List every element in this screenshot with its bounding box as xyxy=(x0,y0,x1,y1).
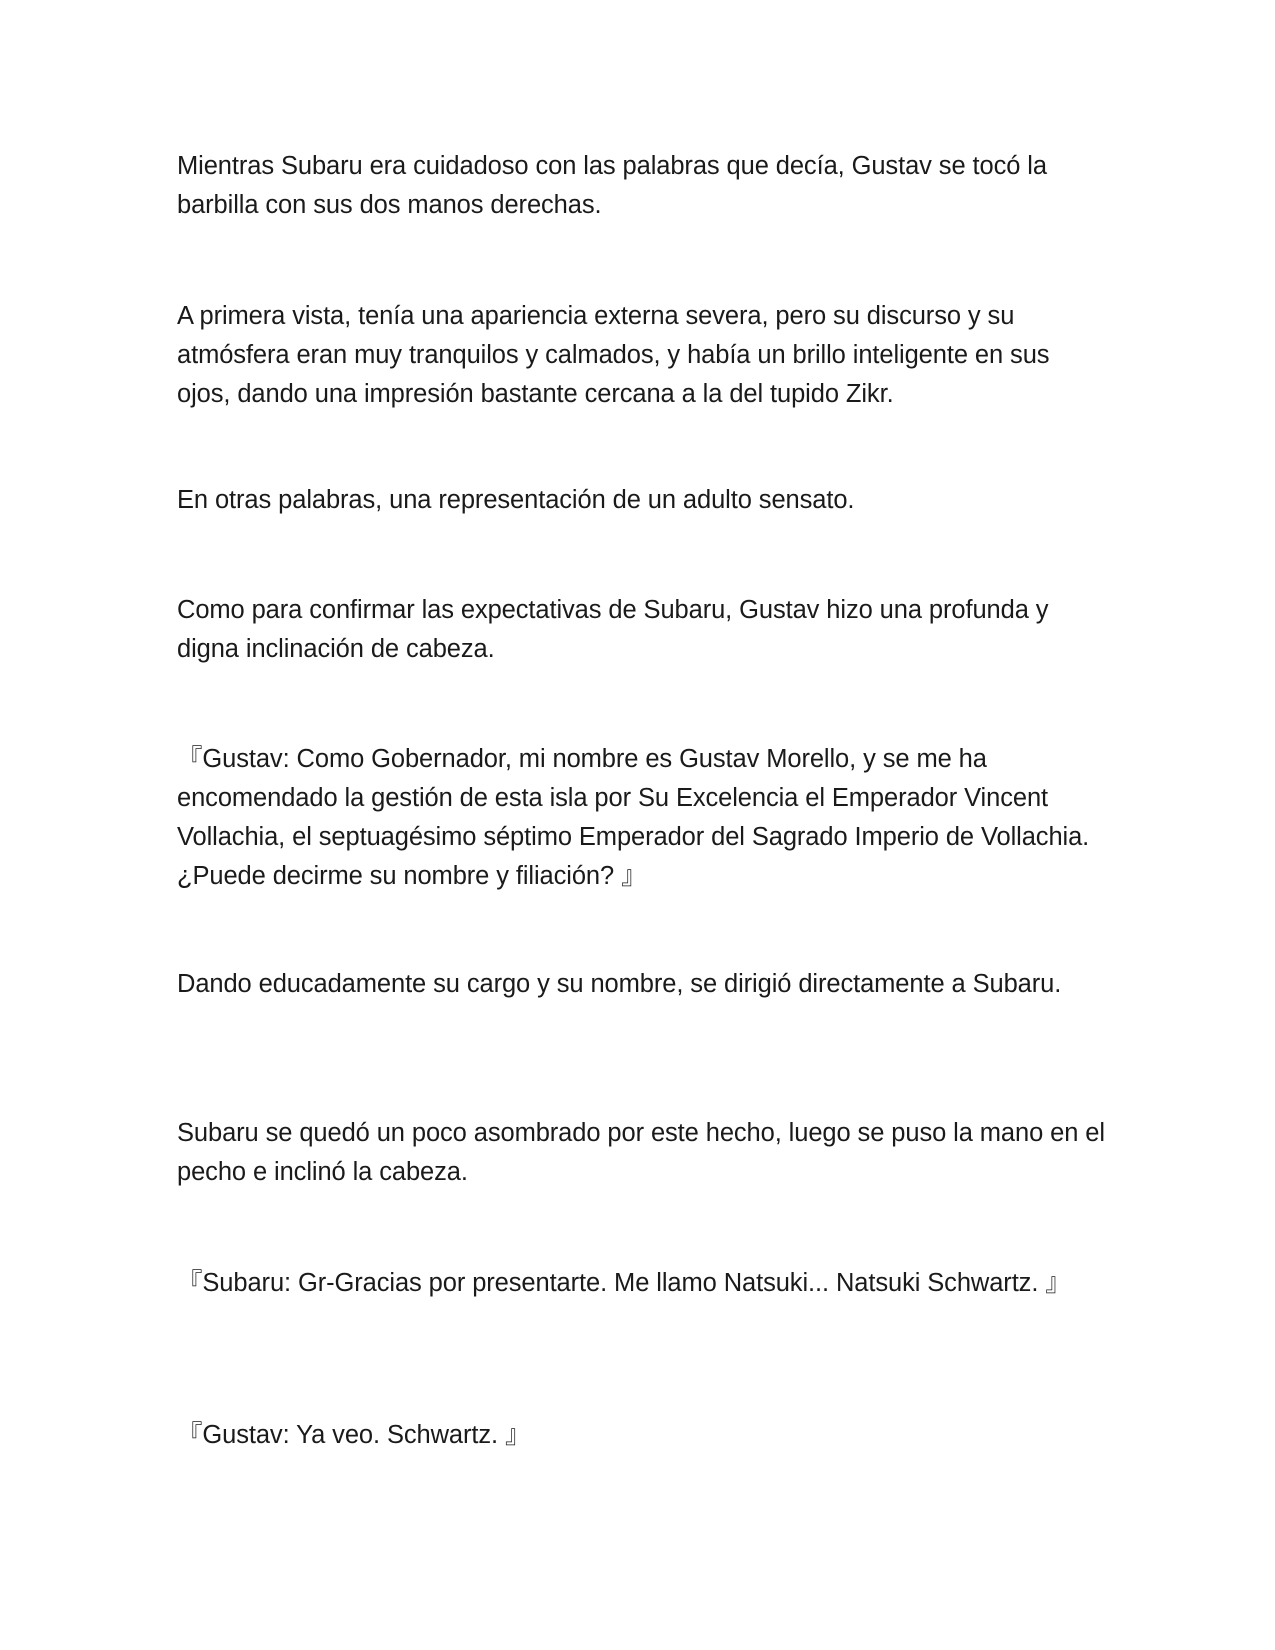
paragraph: Como para confirmar las expectativas de Subaru, Gustav hizo una profunda y digna inclinación de cabeza. xyxy=(177,596,1049,663)
paragraph: Subaru se quedó un poco asombrado por este hecho, luego se puso la mano en el pecho e inclinó la cabeza. xyxy=(177,1119,1105,1186)
paragraph: 『Gustav: Ya veo. Schwartz. 』 xyxy=(177,1421,531,1449)
paragraph: A primera vista, tenía una apariencia externa severa, pero su discurso y su atmósfera eran muy tranquilos y calmados, y había un brillo inteligente en sus ojos, dando una impresión bastante cercana a la del tupido Zikr. xyxy=(177,302,1050,408)
paragraph: En otras palabras, una representación de un adulto sensato. xyxy=(177,486,855,514)
paragraph: 『Gustav: Como Gobernador, mi nombre es Gustav Morello, y se me ha encomendado la gestión de esta isla por Su Excelencia el Emperador Vincent Vollachia, el septuagésimo séptimo Emperador del Sagrado Imperio de Vollachia. ¿Puede decirme su nombre y filiación? 』 xyxy=(177,745,1090,890)
paragraph: Mientras Subaru era cuidadoso con las palabras que decía, Gustav se tocó la barbilla con sus dos manos derechas. xyxy=(177,152,1047,219)
paragraph: 『Subaru: Gr-Gracias por presentarte. Me llamo Natsuki... Natsuki Schwartz. 』 xyxy=(177,1269,1071,1297)
paragraph: Dando educadamente su cargo y su nombre, se dirigió directamente a Subaru. xyxy=(177,970,1062,998)
